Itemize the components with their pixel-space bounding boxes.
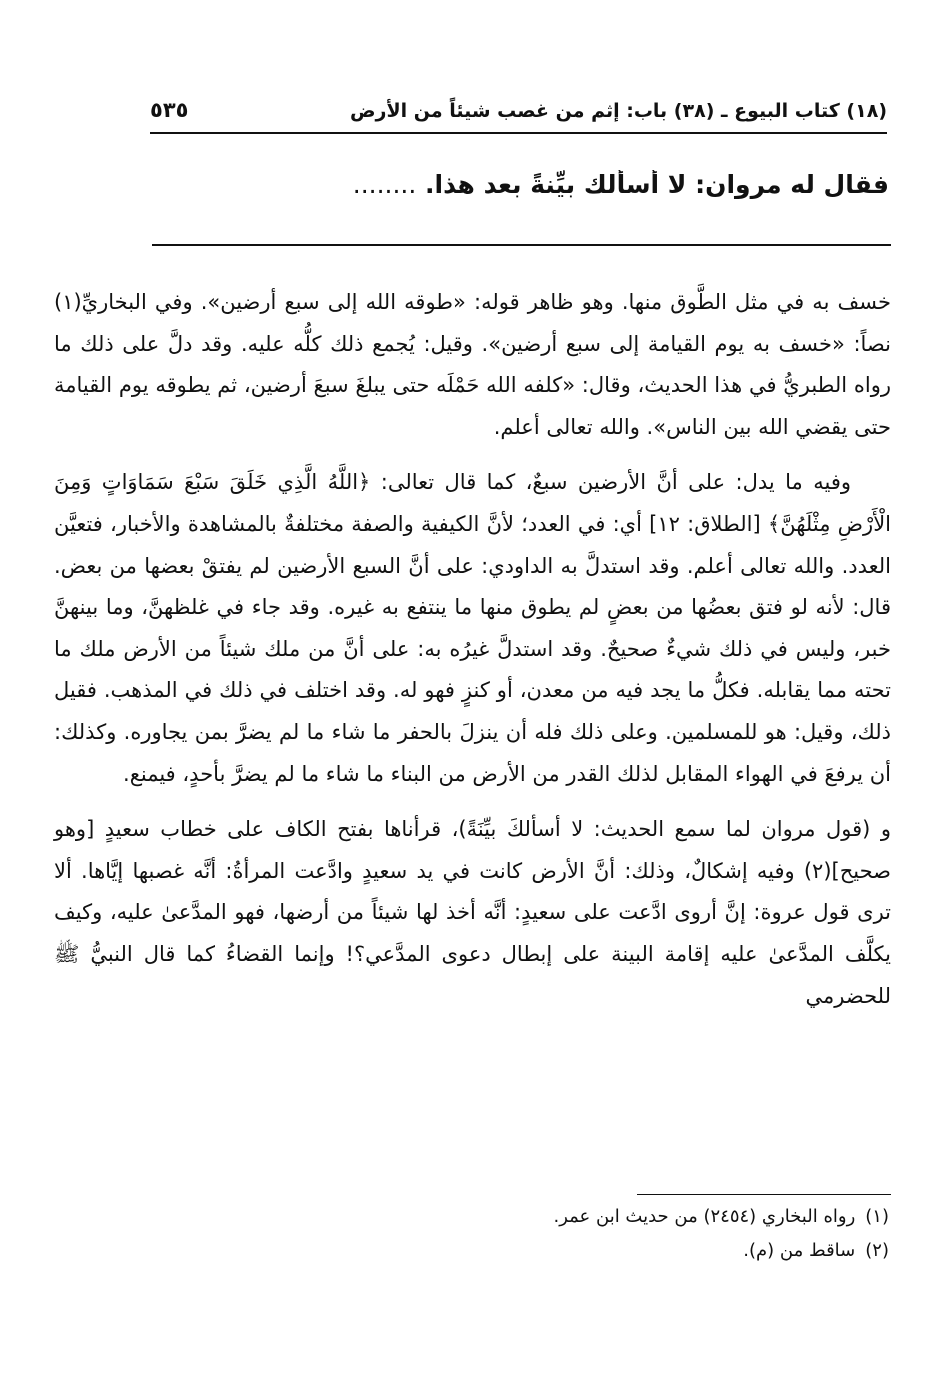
commentary-paragraph-2: وفيه ما يدل: على أنَّ الأرضين سبعٌ، كما قال تعالى: ﴿اللَّهُ الَّذِي خَلَقَ سَبْعَ سَمَاوَاتٍ وَمِنَ الْأَرْضِ مِثْلَهُنَّ﴾ [الطلاق: ١٢] أي: في العدد؛ لأنَّ الكيفية والصفة مختلفةٌ بالمشاهدة والأخبار، فتعيَّن العدد. والله تعالى أعلم. وقد استدلَّ به الداودي: على أنَّ السبع الأرضين لم يفتقْ بعضها من بعض. قال: لأنه لو فتق بعضُها من بعضٍ لم يطوق منها ما ينتفع به غيره. وقد جاء في غلظهنَّ، وما بينهنَّ خبر، وليس في ذلك شيءٌ صحيحٌ. وقد استدلَّ غيرُه به: على أنَّ من ملك شيئاً من الأرض ملك ما تحته مما يقابله. فكلُّ ما يجد فيه من معدن، أو كنزٍ فهو له. وقد اختلف في ذلك في المذهب. فقيل ذلك، وقيل: هو للمسلمين. وعلى ذلك فله أن ينزلَ بالحفر ما شاء ما لم يضرَّ بمن يجاوره. وكذلك: أن يرفعَ في الهواء المقابل لذلك القدر من الأرض من البناء ما شاء ما لم يضرَّ بأحدٍ، فيمنع. xyxy=(54,470,892,786)
hadith-dots: ........ xyxy=(352,170,417,199)
header-title: (١٨) كتاب البيوع ـ (٣٨) باب: إثم من غصب شيئاً من الأرض xyxy=(349,100,887,122)
section-separator xyxy=(152,244,891,246)
commentary xyxy=(54,282,891,1017)
running-header xyxy=(150,96,887,134)
footnote-2 xyxy=(120,1234,889,1268)
footnotes xyxy=(120,1200,889,1268)
footnote-1 xyxy=(120,1200,889,1234)
footnote-number: (١) xyxy=(865,1206,889,1227)
footnote-number: (٢) xyxy=(865,1240,889,1261)
footnote-text: ساقط من (م). xyxy=(743,1240,856,1261)
commentary-paragraph-3: و (قول مروان لما سمع الحديث: لا أسألكَ بيِّنَةً)، قرأناها بفتح الكاف على خطاب سعيدٍ [وهو صحيح](٢) وفيه إشكالٌ، وذلك: أنَّ الأرض كانت في يد سعيدٍ وادَّعت المرأةُ: أنَّه غصبها إيَّاها. ألا ترى قول عروة: إنَّ أروى ادَّعت على سعيدٍ: أنَّه أخذ لها شيئاً من أرضها، فهو المدَّعىٰ عليه، وكيف يكلَّف المدَّعىٰ عليه إقامة البينة على إبطال دعوى المدَّعي؟! وإنما القضاءُ كما قال النبيُّ ﷺ للحضرمي xyxy=(54,817,891,1008)
hadith-text xyxy=(150,170,889,199)
commentary-paragraph-1: خسف به في مثل الطَّوق منها. وهو ظاهر قوله: «طوقه الله إلى سبع أرضين». وفي البخاريِّ(١) نصاً: «خسف به يوم القيامة إلى سبع أرضين». وقيل: يُجمع ذلك كلُّه عليه. وقد دلَّ على ذلك ما رواه الطبريُّ في هذا الحديث، وقال: «كلفه الله حَمْلَه حتى يبلغَ سبعَ أرضين، ثم يطوقه يوم القيامة حتى يقضي الله بين الناس». والله تعالى أعلم. xyxy=(54,290,891,439)
hadith-sentence: فقال له مروان: لا أسألك بيِّنةً بعد هذا. xyxy=(425,170,889,199)
footnote-rule xyxy=(637,1194,891,1195)
page-number: ٥٣٥ xyxy=(150,98,189,122)
footnote-text: رواه البخاري (٢٤٥٤) من حديث ابن عمر. xyxy=(553,1206,856,1227)
